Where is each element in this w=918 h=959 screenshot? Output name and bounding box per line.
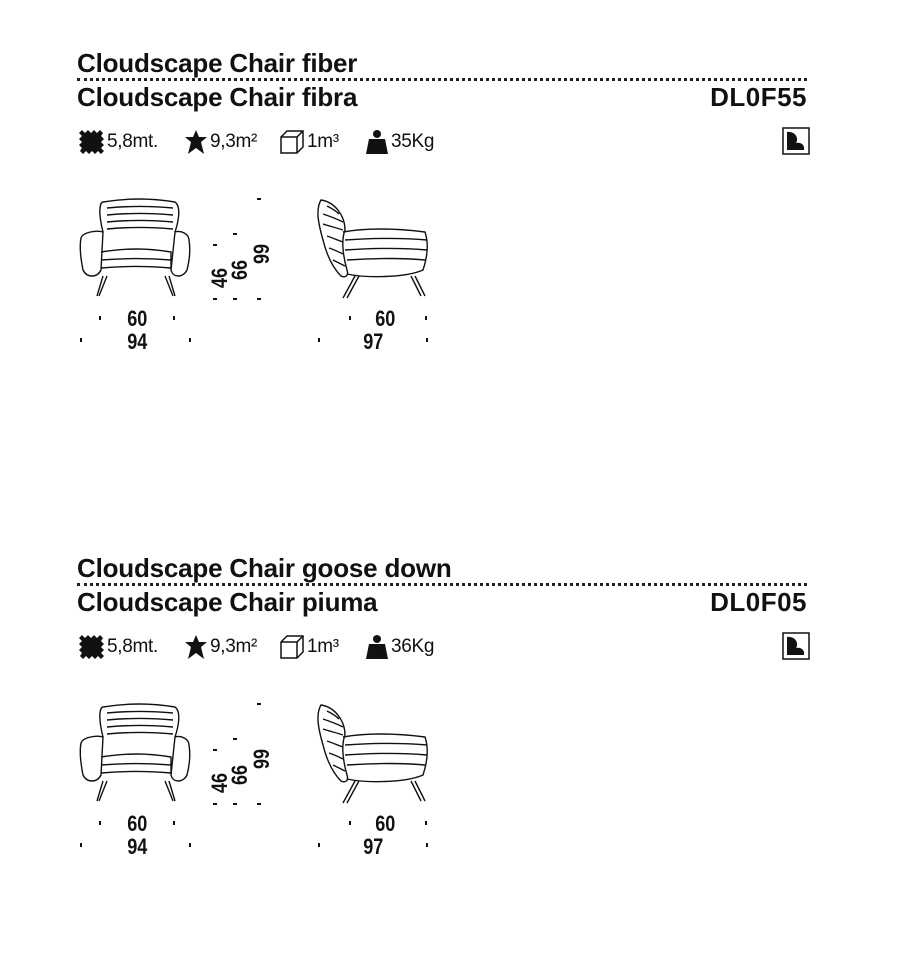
leather-hide-icon xyxy=(184,129,210,155)
box-volume-icon xyxy=(279,634,307,660)
front-width: 94 xyxy=(127,834,148,859)
dim-tick xyxy=(233,298,237,300)
fabric-amount: 5,8mt. xyxy=(107,131,158,152)
volume-amount: 1m³ xyxy=(307,131,339,152)
dim-tick xyxy=(173,821,175,825)
front-width: 94 xyxy=(127,329,148,354)
dim-tick xyxy=(189,843,191,847)
fabric-icon xyxy=(77,634,107,660)
dim-tick xyxy=(80,843,82,847)
product-title-en: Cloudscape Chair goose down xyxy=(77,553,452,583)
weight-icon xyxy=(365,129,391,155)
product-sheet-fiber xyxy=(77,48,807,378)
leather-hide-icon xyxy=(184,634,210,660)
product-sheet-goose-down xyxy=(77,553,807,883)
seat-height: 46 xyxy=(207,772,232,793)
dim-tick xyxy=(189,338,191,342)
product-title-en: Cloudscape Chair fiber xyxy=(77,48,358,78)
comfort-icon xyxy=(782,127,810,160)
fabric-icon xyxy=(77,129,107,155)
total-height: 99 xyxy=(249,748,274,769)
volume-spec xyxy=(279,633,339,661)
dim-tick xyxy=(257,703,261,705)
dim-tick xyxy=(213,298,217,300)
dotted-divider xyxy=(77,583,807,586)
dim-tick xyxy=(257,298,261,300)
chair-side-view xyxy=(315,701,431,809)
product-title-it: Cloudscape Chair piuma xyxy=(77,587,378,617)
dim-tick xyxy=(233,233,237,235)
comfort-icon xyxy=(782,632,810,665)
fabric-spec xyxy=(77,128,158,156)
arm-height: 66 xyxy=(227,764,252,785)
product-code: DL0F05 xyxy=(710,587,807,617)
chair-front-view xyxy=(77,701,193,809)
side-depth: 97 xyxy=(363,834,384,859)
dim-tick xyxy=(80,338,82,342)
dim-tick xyxy=(425,821,427,825)
dim-tick xyxy=(349,316,351,320)
side-seat-depth: 60 xyxy=(375,306,396,331)
fabric-spec xyxy=(77,633,158,661)
volume-spec xyxy=(279,128,339,156)
front-seat-width: 60 xyxy=(127,306,148,331)
dim-tick xyxy=(233,738,237,740)
leather-spec xyxy=(184,633,257,661)
dim-tick xyxy=(213,244,217,246)
dim-tick xyxy=(426,338,428,342)
weight-spec xyxy=(365,128,434,156)
dim-tick xyxy=(425,316,427,320)
dim-tick xyxy=(213,749,217,751)
dim-tick xyxy=(426,843,428,847)
chair-side-view xyxy=(315,196,431,304)
weight-icon xyxy=(365,634,391,660)
dim-tick xyxy=(233,803,237,805)
side-seat-depth: 60 xyxy=(375,811,396,836)
seat-height: 46 xyxy=(207,267,232,288)
weight-amount: 36Kg xyxy=(391,636,435,657)
fabric-amount: 5,8mt. xyxy=(107,636,158,657)
leather-amount: 9,3m² xyxy=(210,131,258,152)
total-height: 99 xyxy=(249,243,274,264)
dim-tick xyxy=(257,198,261,200)
leather-amount: 9,3m² xyxy=(210,636,258,657)
dim-tick xyxy=(99,821,101,825)
dim-tick xyxy=(318,843,320,847)
dim-tick xyxy=(318,338,320,342)
dim-tick xyxy=(213,803,217,805)
weight-amount: 35Kg xyxy=(391,131,435,152)
arm-height: 66 xyxy=(227,259,252,280)
dim-tick xyxy=(257,803,261,805)
product-title-it: Cloudscape Chair fibra xyxy=(77,82,358,112)
weight-spec xyxy=(365,633,434,661)
chair-front-view xyxy=(77,196,193,304)
front-seat-width: 60 xyxy=(127,811,148,836)
dotted-divider xyxy=(77,78,807,81)
leather-spec xyxy=(184,128,257,156)
dim-tick xyxy=(99,316,101,320)
volume-amount: 1m³ xyxy=(307,636,339,657)
dim-tick xyxy=(349,821,351,825)
product-code: DL0F55 xyxy=(710,82,807,112)
box-volume-icon xyxy=(279,129,307,155)
side-depth: 97 xyxy=(363,329,384,354)
dim-tick xyxy=(173,316,175,320)
